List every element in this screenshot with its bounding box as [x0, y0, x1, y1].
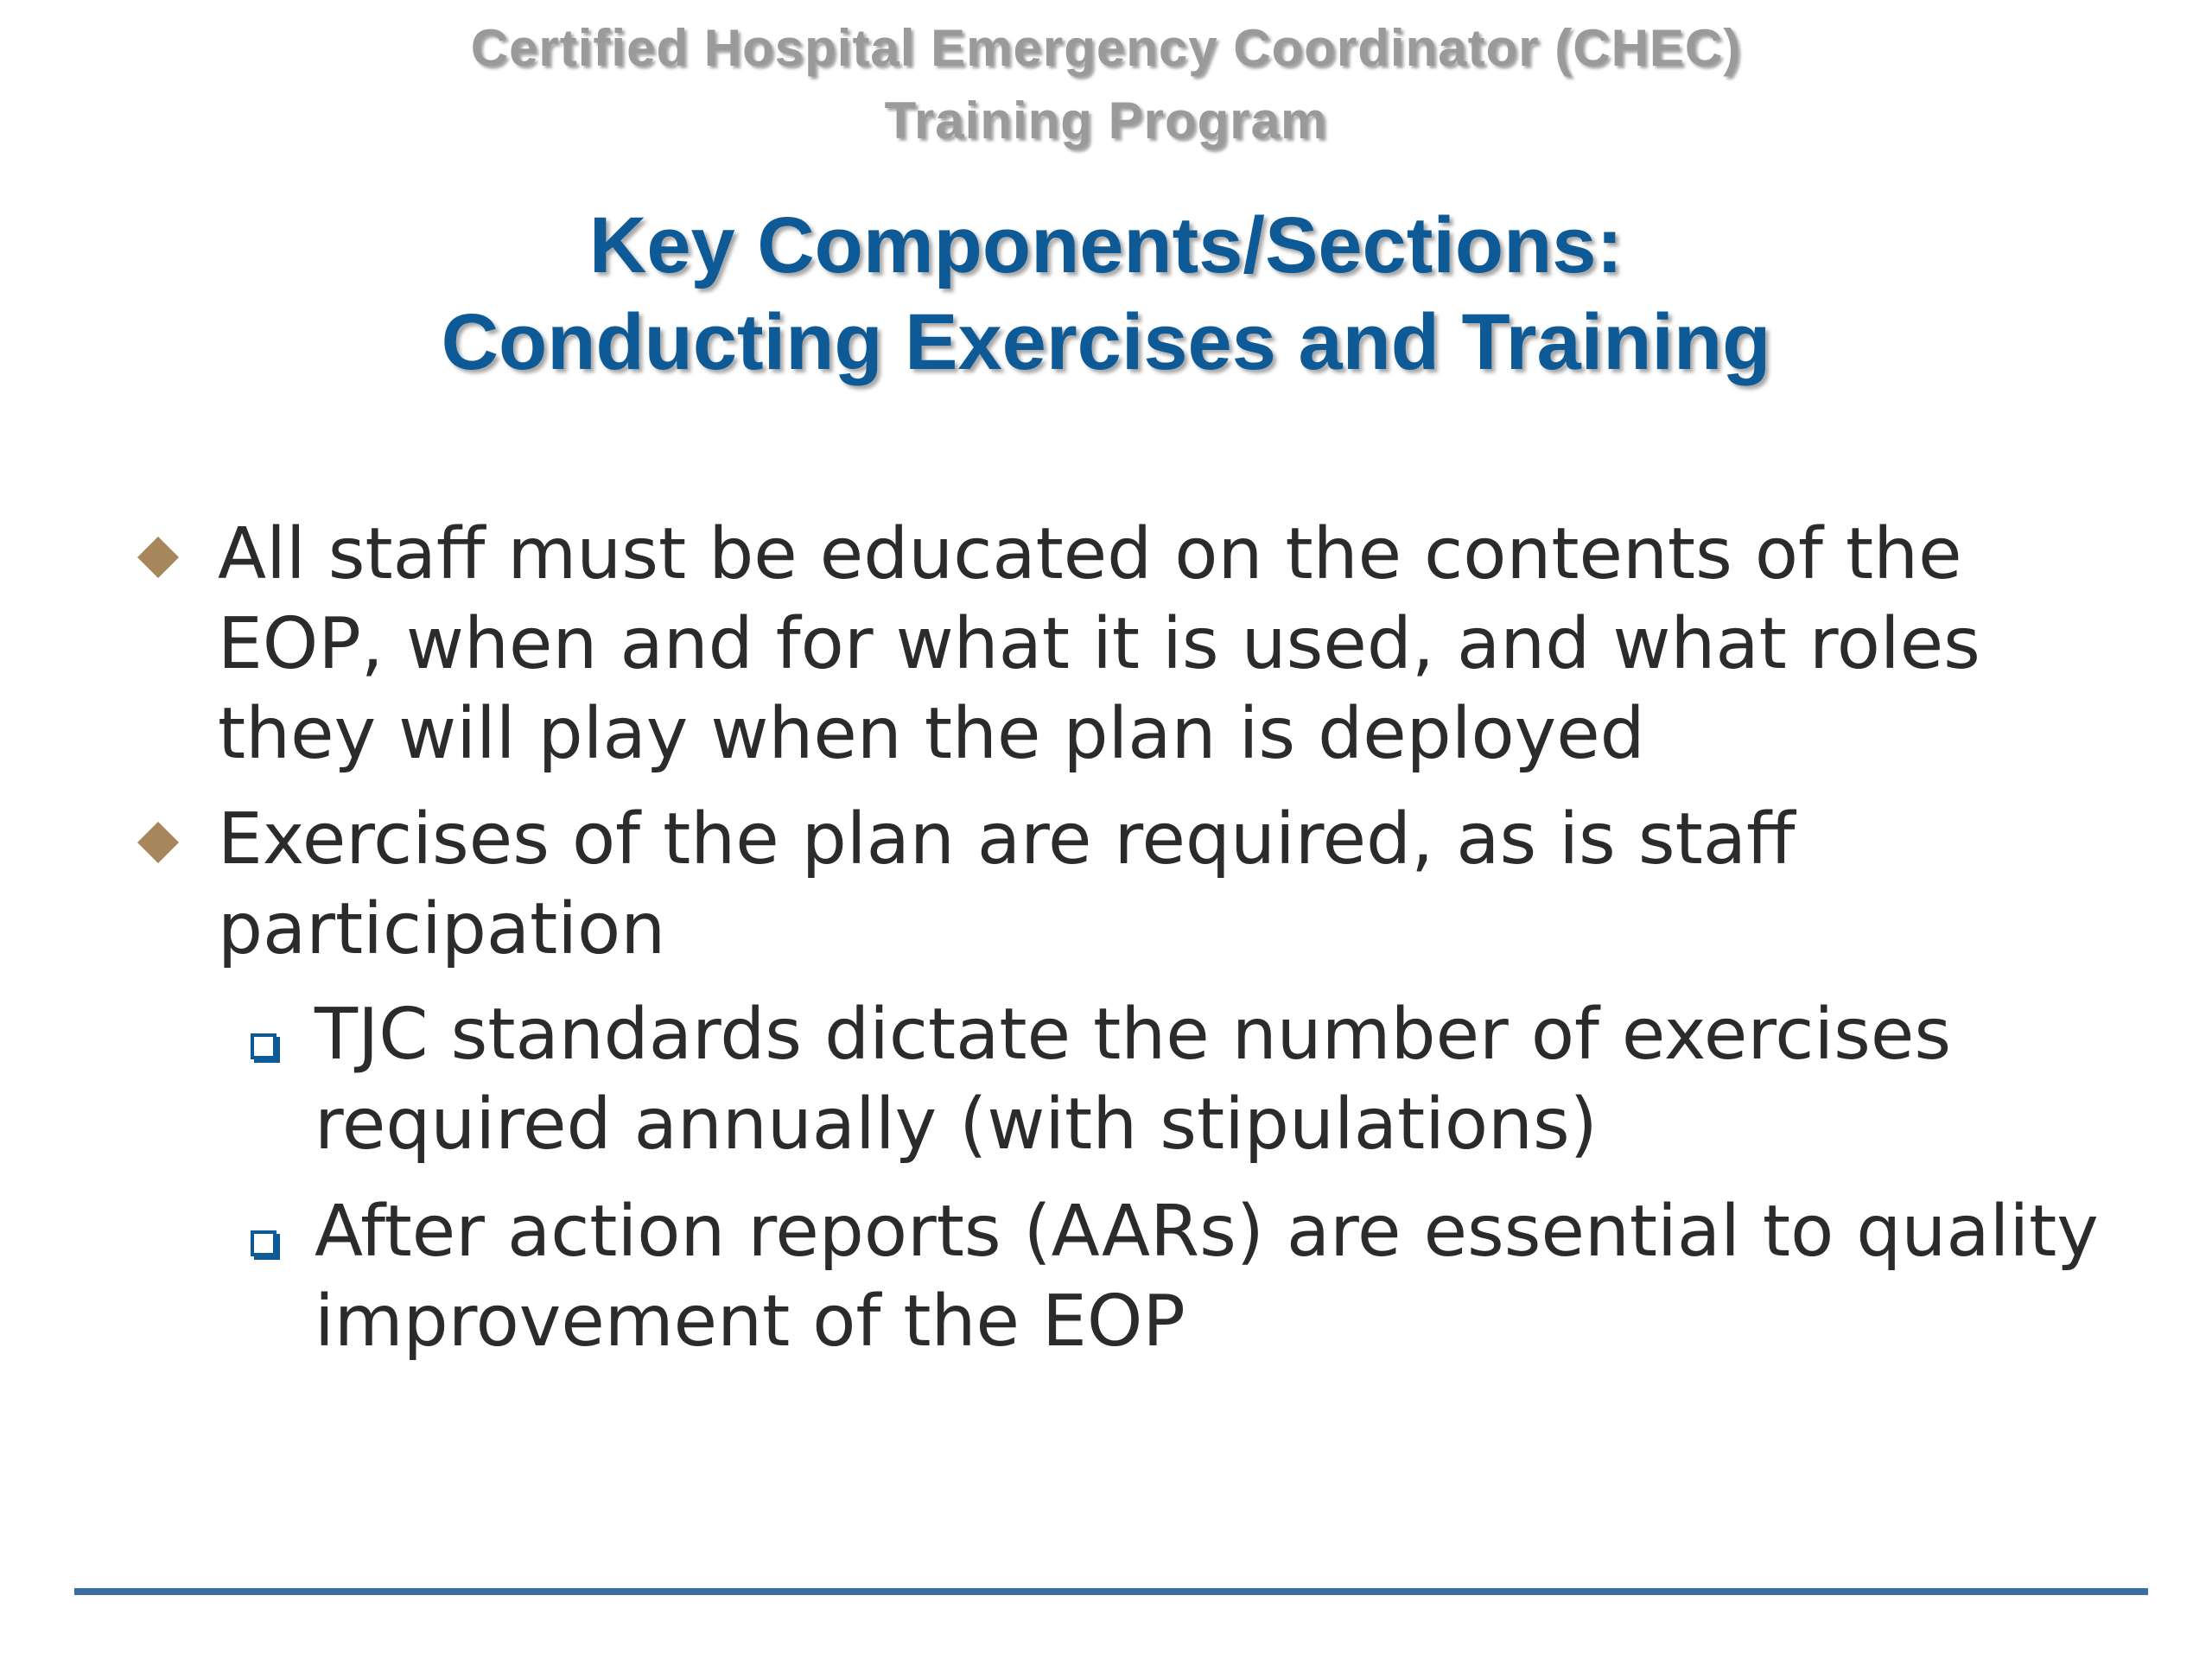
bullet-list: [130, 510, 2117, 1384]
program-title: [0, 12, 2212, 157]
bullet-item: [130, 795, 2117, 975]
slide-title-line-1: Key Components/Sections:: [588, 201, 1624, 289]
square-bullet-icon: [251, 1033, 276, 1059]
sub-bullet-text: TJC standards dictate the number of exercises required annually (with stipulations): [315, 994, 1952, 1166]
bullet-text: All staff must be educated on the contents of the EOP, when and for what it is used, and what roles they will play when the plan is deployed: [218, 513, 1980, 775]
program-title-line-2: Training Program: [884, 92, 1328, 149]
bullet-item: [130, 510, 2117, 779]
sub-bullet-item: [130, 1187, 2117, 1367]
bullet-text: Exercises of the plan are required, as is staff participation: [218, 798, 1796, 970]
slide-title: [0, 197, 2212, 391]
square-bullet-icon: [251, 1230, 276, 1256]
footer-divider: [74, 1588, 2148, 1595]
diamond-bullet-icon: [137, 537, 179, 578]
program-title-line-1: Certified Hospital Emergency Coordinator (CHEC): [470, 19, 1742, 77]
diamond-bullet-icon: [137, 822, 179, 863]
slide-title-line-2: Conducting Exercises and Training: [441, 298, 1771, 386]
sub-bullet-item: [130, 990, 2117, 1170]
sub-bullet-text: After action reports (AARs) are essential to quality improvement of the EOP: [315, 1191, 2099, 1363]
